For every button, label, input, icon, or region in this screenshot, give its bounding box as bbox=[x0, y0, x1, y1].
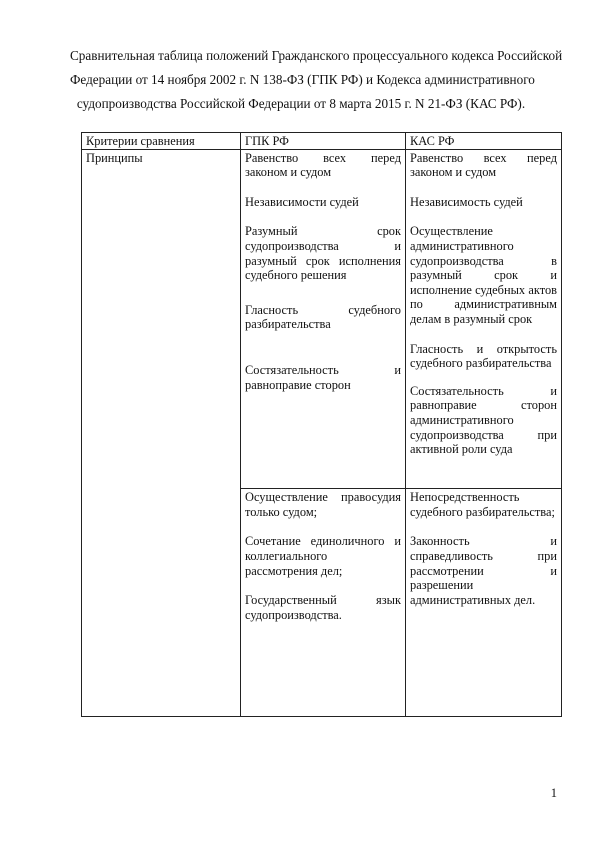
gpk-principle-1: Равенство всех перед законом и судом bbox=[245, 150, 401, 180]
header-gpk: ГПК РФ bbox=[241, 133, 406, 150]
kas-extra-2: Законность и справедливость при рассмотрении и разрешении административных дел. bbox=[410, 534, 557, 607]
gpk-principle-4: Гласность судебного разбирательства bbox=[245, 302, 401, 332]
criterion-principles: Принципы bbox=[86, 150, 143, 165]
comparison-table bbox=[81, 132, 562, 717]
table-row bbox=[82, 149, 562, 489]
header-criteria: Критерии сравнения bbox=[82, 133, 241, 150]
title-line-3: судопроизводства Российской Федерации от 8 марта 2015 г. N 21-ФЗ (КАС РФ). bbox=[76, 96, 526, 111]
gpk-principle-5: Состязательность и равноправие сторон bbox=[245, 362, 401, 392]
title-line-1: Сравнительная таблица положений Гражданского процессуального кодекса Российской bbox=[70, 48, 563, 63]
kas-principle-2: Независимость судей bbox=[410, 194, 523, 209]
gpk-principle-2: Независимости судей bbox=[245, 194, 359, 209]
gpk-extra-2: Сочетание единоличного и коллегиального рассмотрения дел; bbox=[245, 534, 401, 578]
kas-principle-4: Гласность и открытость судебного разбирательства bbox=[410, 341, 557, 371]
table-header-row bbox=[82, 133, 562, 150]
gpk-principle-3: Разумный срок судопроизводства и разумный срок исполнения судебного решения bbox=[245, 224, 401, 283]
header-kas: КАС РФ bbox=[406, 133, 562, 150]
gpk-extra-1: Осуществление правосудия только судом; bbox=[245, 490, 401, 519]
gpk-principles-cell bbox=[241, 149, 406, 489]
kas-principle-3: Осуществление административного судопроизводства в разумный срок и исполнение судебных актов по административным делам в разумный срок bbox=[410, 224, 557, 326]
gpk-extra-3: Государственный язык судопроизводства. bbox=[245, 593, 401, 622]
page-number: 1 bbox=[550, 786, 557, 800]
kas-principle-1: Равенство всех перед законом и судом bbox=[410, 150, 557, 180]
gpk-extra-cell bbox=[241, 489, 406, 716]
kas-principles-cell bbox=[406, 149, 562, 489]
document-title bbox=[70, 44, 563, 116]
kas-extra-1: Непосредственность судебного разбирательства; bbox=[410, 490, 555, 519]
title-line-2: Федерации от 14 ноября 2002 г. N 138-ФЗ (ГПК РФ) и Кодекса административного bbox=[70, 72, 535, 87]
kas-principle-5: Состязательность и равноправие сторон административного судопроизводства при активной роли суда bbox=[410, 383, 557, 457]
kas-extra-cell bbox=[406, 489, 562, 716]
criterion-cell bbox=[82, 149, 241, 716]
